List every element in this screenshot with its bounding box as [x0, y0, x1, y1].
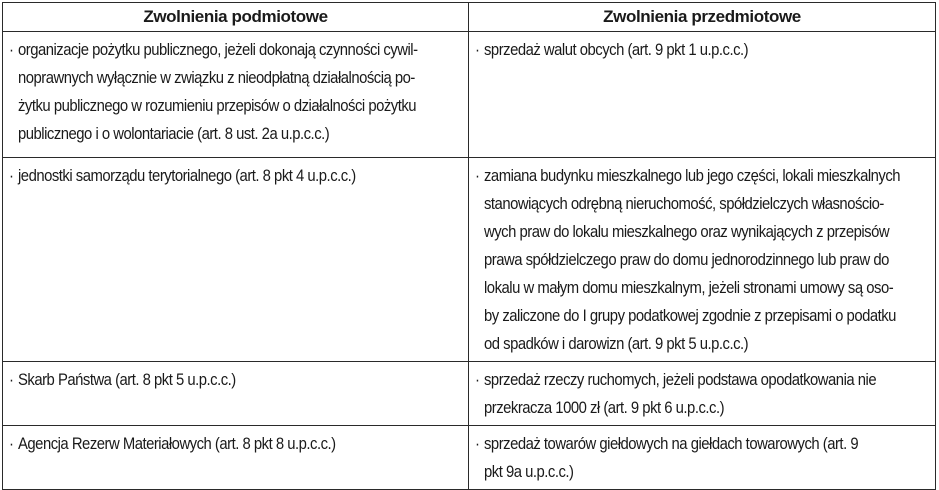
- bullet-icon: ·: [9, 435, 14, 453]
- text-line: [9, 366, 462, 394]
- header-row: [3, 3, 936, 32]
- text-line: [9, 36, 462, 64]
- objective-exemption-cell: [469, 158, 936, 362]
- text-line: [475, 430, 929, 458]
- bullet-icon: ·: [9, 41, 14, 59]
- line-text: publicznego i o wolontariacie (art. 8 ust. 2a u.p.c.c.): [18, 125, 330, 143]
- exemptions-table: [2, 2, 936, 490]
- text-line: [9, 162, 462, 190]
- text-line: [475, 162, 929, 190]
- table-row: [3, 426, 936, 490]
- line-text: by zaliczone do I grupy podatkowej zgodnie z przepisami o podatku: [484, 307, 896, 325]
- bullet-icon: ·: [475, 167, 480, 185]
- text-line: [475, 274, 929, 302]
- subjective-exemption-cell: [3, 158, 469, 362]
- header-objective-exemptions: Zwolnienia przedmiotowe: [469, 3, 936, 32]
- line-text: wych praw do lokalu mieszkalnego oraz wynikających z przepisów: [484, 223, 890, 241]
- bullet-icon: ·: [9, 167, 14, 185]
- objective-exemption-cell: [469, 32, 936, 158]
- line-text: lokalu w małym domu mieszkalnym, jeżeli stronami umowy są oso-: [484, 279, 894, 297]
- line-text: jednostki samorządu terytorialnego (art. 8 pkt 4 u.p.c.c.): [18, 167, 356, 185]
- cell-text: [9, 366, 462, 394]
- text-line: [475, 394, 929, 422]
- cell-text: [475, 162, 929, 358]
- objective-exemption-cell: [469, 426, 936, 490]
- text-line: [475, 302, 929, 330]
- subjective-exemption-cell: [3, 426, 469, 490]
- line-text: sprzedaż rzeczy ruchomych, jeżeli podstawa opodatkowania nie: [484, 371, 877, 389]
- bullet-icon: ·: [475, 371, 480, 389]
- line-text: Agencja Rezerw Materiałowych (art. 8 pkt 8 u.p.c.c.): [18, 435, 336, 453]
- line-text: pkt 9a u.p.c.c.): [484, 463, 574, 481]
- text-line: [9, 92, 462, 120]
- text-line: [475, 36, 929, 64]
- line-text: noprawnych wyłącznie w związku z nieodpłatną działalnością po-: [18, 69, 415, 87]
- text-line: [475, 190, 929, 218]
- cell-text: [475, 366, 929, 422]
- table-row: [3, 158, 936, 362]
- line-text: stanowiących odrębną nieruchomość, spółdzielczych własnościo-: [484, 195, 884, 213]
- header-subjective-exemptions: Zwolnienia podmiotowe: [3, 3, 469, 32]
- line-text: od spadków i darowizn (art. 9 pkt 5 u.p.c.c.): [484, 335, 749, 353]
- text-line: [9, 430, 462, 458]
- text-line: [475, 246, 929, 274]
- text-line: [475, 458, 929, 486]
- line-text: sprzedaż walut obcych (art. 9 pkt 1 u.p.c.c.): [484, 41, 749, 59]
- line-text: Skarb Państwa (art. 8 pkt 5 u.p.c.c.): [18, 371, 236, 389]
- line-text: prawa spółdzielczego praw do domu jednorodzinnego lub praw do: [484, 251, 889, 269]
- subjective-exemption-cell: [3, 32, 469, 158]
- text-line: [475, 366, 929, 394]
- bullet-icon: ·: [475, 435, 480, 453]
- text-line: [9, 120, 462, 148]
- line-text: przekracza 1000 zł (art. 9 pkt 6 u.p.c.c.): [484, 399, 725, 417]
- line-text: żytku publicznego w rozumieniu przepisów o działalności pożytku: [18, 97, 417, 115]
- text-line: [475, 330, 929, 358]
- objective-exemption-cell: [469, 362, 936, 426]
- bullet-icon: ·: [475, 41, 480, 59]
- line-text: zamiana budynku mieszkalnego lub jego części, lokali mieszkalnych: [484, 167, 901, 185]
- cell-text: [475, 430, 929, 486]
- cell-text: [9, 430, 462, 458]
- cell-text: [9, 36, 462, 148]
- line-text: sprzedaż towarów giełdowych na giełdach towarowych (art. 9: [484, 435, 859, 453]
- cell-text: [475, 36, 929, 64]
- text-line: [475, 218, 929, 246]
- text-line: [9, 64, 462, 92]
- subjective-exemption-cell: [3, 362, 469, 426]
- cell-text: [9, 162, 462, 190]
- bullet-icon: ·: [9, 371, 14, 389]
- line-text: organizacje pożytku publicznego, jeżeli dokonają czynności cywil-: [18, 41, 418, 59]
- table-row: [3, 32, 936, 158]
- table-row: [3, 362, 936, 426]
